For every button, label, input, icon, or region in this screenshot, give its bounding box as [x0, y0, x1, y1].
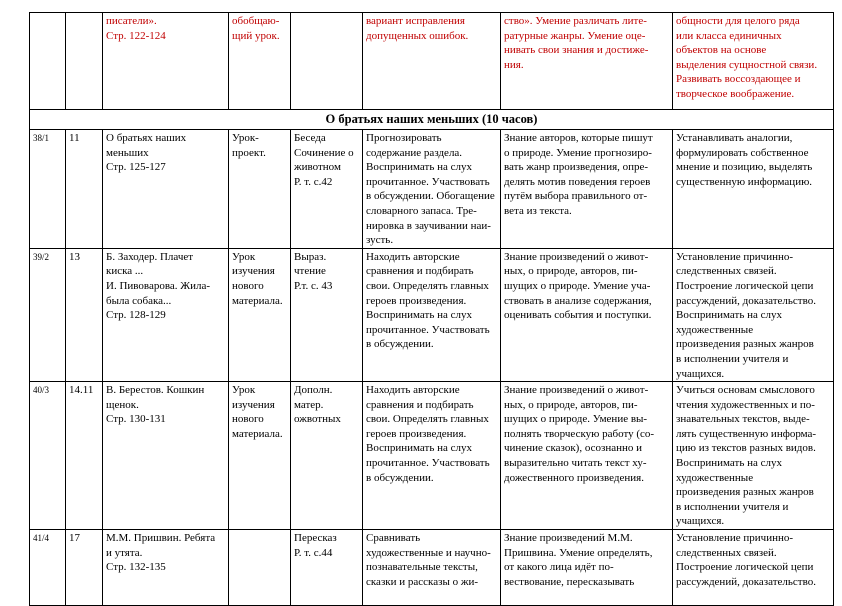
text-line: Воспринимать на слух	[676, 457, 782, 470]
text-line: Знание произведений М.М.	[504, 532, 633, 545]
text-line: прочитанное. Участвовать	[366, 323, 490, 336]
text-line: сказки и рассказы о жи-	[366, 575, 478, 588]
top-cell-8	[673, 13, 834, 110]
text-line: меньших	[106, 146, 149, 159]
meta-results-cell	[673, 382, 834, 530]
text-line: ных, о природе, авторов, пи-	[504, 398, 638, 411]
text-line: Развивать воссоздающее и	[676, 73, 801, 86]
section-title: О братьях наших меньших (10 часов)	[30, 110, 834, 130]
text-line: была собака...	[106, 294, 172, 307]
text-line: Построение логической цепи	[676, 561, 814, 574]
text-line: рассуждений, доказательство.	[676, 294, 816, 307]
lesson-row	[30, 382, 834, 530]
text-line: ных, о природе, авторов, пи-	[504, 265, 638, 278]
text-line: Установление причинно-	[676, 250, 794, 263]
activity-form-cell	[291, 382, 363, 530]
top-cell-1	[30, 13, 66, 110]
text-line: произведения разных жанров	[676, 486, 814, 499]
text-line: Стр. 122-124	[106, 29, 166, 42]
text-line: Знание произведений о живот-	[504, 250, 649, 263]
text-line: Выраз.	[294, 250, 327, 263]
text-line: писатели».	[106, 15, 157, 27]
text-line: следственных связей.	[676, 265, 777, 278]
text-line: нировка в заучивании наи-	[366, 219, 491, 232]
text-line: объектов на основе	[676, 44, 767, 57]
topic-cell	[103, 382, 229, 530]
section-header-row	[30, 110, 834, 130]
lesson-type-cell	[229, 530, 291, 606]
text-line: в обсуждении.	[366, 471, 434, 484]
lesson-row	[30, 248, 834, 381]
text-line: прочитанное. Участвовать	[366, 457, 490, 470]
text-line: Воспринимать на слух	[676, 309, 782, 322]
lesson-type-cell	[229, 130, 291, 249]
text-line: Стр. 125-127	[106, 161, 166, 174]
text-line: творческое воображение.	[676, 87, 795, 100]
text-line: Урок-	[232, 132, 259, 144]
text-line: проект.	[232, 146, 266, 159]
topic-cell	[103, 130, 229, 249]
date-cell: 11	[66, 130, 103, 249]
lesson-plan-table	[29, 12, 834, 606]
text-line: прочитанное. Участвовать	[366, 175, 490, 188]
text-line: или класса единичных	[676, 29, 782, 42]
text-line: выразительно читать текст ху-	[504, 457, 647, 470]
text-line: вествование, пересказывать	[504, 575, 635, 588]
lesson-number-cell: 41/4	[30, 530, 66, 606]
top-cell-4	[229, 13, 291, 110]
text-line: познавательные тексты,	[366, 561, 478, 574]
lesson-type-cell	[229, 248, 291, 381]
text-line: Устанавливать аналогии,	[676, 132, 793, 144]
text-line: Воспринимать на слух	[366, 309, 472, 322]
text-line: мнение и позицию, выделять	[676, 161, 813, 174]
text-line: изучения	[232, 265, 275, 278]
text-line: сравнения и подбирать	[366, 265, 474, 278]
text-line: Р.т. с. 43	[294, 279, 333, 292]
text-line: чтения художественных и по-	[676, 398, 815, 411]
subject-results-cell	[501, 130, 673, 249]
text-line: словарного запаса. Тре-	[366, 204, 477, 217]
text-line: в обсуждении. Обогащение	[366, 190, 495, 203]
text-line: Урок	[232, 250, 256, 263]
meta-results-cell	[673, 130, 834, 249]
text-line: Сочинение о	[294, 146, 354, 159]
subject-results-cell	[501, 530, 673, 606]
activity-form-cell	[291, 130, 363, 249]
text-line: О братьях наших	[106, 132, 187, 144]
topic-cell	[103, 248, 229, 381]
text-line: щенок.	[106, 398, 139, 411]
text-line: содержание раздела.	[366, 146, 463, 159]
text-line: животном	[294, 161, 341, 174]
text-line: общности для целого ряда	[676, 15, 800, 27]
top-cell-6	[363, 13, 501, 110]
text-line: учащихся.	[676, 515, 725, 528]
text-line: нового	[232, 413, 264, 426]
text-line: обобщаю-	[232, 15, 280, 27]
lesson-type-cell	[229, 382, 291, 530]
text-line: свои. Определять главных	[366, 413, 489, 426]
text-line: дожественного произведения.	[504, 471, 644, 484]
text-line: изучения	[232, 398, 275, 411]
subject-results-cell	[501, 382, 673, 530]
text-line: материала.	[232, 427, 283, 440]
text-line: материала.	[232, 294, 283, 307]
text-line: сравнения и подбирать	[366, 398, 474, 411]
top-cell-3	[103, 13, 229, 110]
text-line: Установление причинно-	[676, 532, 794, 545]
text-line: Стр. 132-135	[106, 561, 166, 574]
text-line: шущих о природе. Умение вы-	[504, 413, 648, 426]
text-line: И. Пивоварова. Жила-	[106, 279, 211, 292]
top-cell-5	[291, 13, 363, 110]
text-line: шущих о природе. Умение уча-	[504, 279, 651, 292]
text-line: в исполнении учителя и	[676, 352, 789, 365]
date-cell: 17	[66, 530, 103, 606]
text-line: выделения сущностной связи.	[676, 58, 818, 71]
text-line: вариант исправления	[366, 15, 465, 27]
lesson-number-cell: 39/2	[30, 248, 66, 381]
text-line: Беседа	[294, 132, 326, 144]
lesson-row	[30, 130, 834, 249]
text-line: учащихся.	[676, 367, 725, 380]
top-cell-7	[501, 13, 673, 110]
top-cell-2	[66, 13, 103, 110]
text-line: Учиться основам смыслового	[676, 384, 815, 397]
text-line: Находить авторские	[366, 384, 460, 397]
text-line: и утята.	[106, 546, 143, 559]
text-line: в обсуждении.	[366, 338, 434, 351]
lesson-number-cell: 40/3	[30, 382, 66, 530]
text-line: Пришвина. Умение определять,	[504, 546, 653, 559]
meta-results-cell	[673, 248, 834, 381]
text-line: художественные и научно-	[366, 546, 491, 559]
lesson-number-cell: 38/1	[30, 130, 66, 249]
text-line: оценивать события и поступки.	[504, 309, 652, 322]
activity-form-cell	[291, 530, 363, 606]
text-line: путём выбора правильного от-	[504, 190, 648, 203]
text-line: Воспринимать на слух	[366, 442, 472, 455]
text-line: произведения разных жанров	[676, 338, 814, 351]
text-line: ратурные жанры. Умение оце-	[504, 29, 646, 42]
text-line: цию из текстов разных видов.	[676, 442, 816, 455]
text-line: чтение	[294, 265, 326, 278]
activity-content-cell	[363, 382, 501, 530]
text-line: допущенных ошибок.	[366, 29, 469, 42]
text-line: Урок	[232, 384, 256, 397]
text-line: Знание авторов, которые пишут	[504, 132, 653, 144]
lesson-row	[30, 530, 834, 606]
text-line: Пересказ	[294, 532, 337, 545]
text-line: ствовать в анализе содержания,	[504, 294, 652, 307]
text-line: Р. т. с.42	[294, 175, 333, 188]
text-line: художественные	[676, 323, 754, 336]
text-line: существенную информацию.	[676, 175, 813, 188]
text-line: киска ...	[106, 265, 144, 278]
text-line: Построение логической цепи	[676, 279, 814, 292]
text-line: Дополн.	[294, 384, 333, 397]
text-line: чинение сказок), осознанно и	[504, 442, 643, 455]
text-line: художественные	[676, 471, 754, 484]
text-line: свои. Определять главных	[366, 279, 489, 292]
text-line: Знание произведений о живот-	[504, 384, 649, 397]
subject-results-cell	[501, 248, 673, 381]
activity-content-cell	[363, 248, 501, 381]
text-line: М.М. Пришвин. Ребята	[106, 532, 216, 545]
text-line: героев произведения.	[366, 294, 467, 307]
text-line: вать жанр произведения, опре-	[504, 161, 649, 174]
text-line: нового	[232, 279, 264, 292]
text-line: следственных связей.	[676, 546, 777, 559]
text-line: матер.	[294, 398, 324, 411]
text-line: зусть.	[366, 234, 394, 247]
text-line: вета из текста.	[504, 204, 572, 217]
text-line: делять мотив поведения героев	[504, 175, 651, 188]
text-line: Стр. 130-131	[106, 413, 166, 426]
text-line: от какого лица идёт по-	[504, 561, 614, 574]
text-line: ство». Умение различать лите-	[504, 15, 647, 27]
text-line: ожвотных	[294, 413, 341, 426]
date-cell: 14.11	[66, 382, 103, 530]
topic-cell	[103, 530, 229, 606]
text-line: лять существенную информа-	[676, 427, 817, 440]
text-line: в исполнении учителя и	[676, 500, 789, 513]
text-line: рассуждений, доказательство.	[676, 575, 816, 588]
text-line: щий урок.	[232, 29, 280, 42]
text-line: Стр. 128-129	[106, 309, 166, 322]
text-line: Находить авторские	[366, 250, 460, 263]
text-line: о природе. Умение прогнозиро-	[504, 146, 652, 159]
activity-content-cell	[363, 130, 501, 249]
text-line: формулировать собственное	[676, 146, 809, 159]
text-line: ния.	[504, 58, 524, 71]
top-row	[30, 13, 834, 110]
activity-form-cell	[291, 248, 363, 381]
text-line: героев произведения.	[366, 427, 467, 440]
text-line: Б. Заходер. Плачет	[106, 250, 194, 263]
text-line: знавательных текстов, выде-	[676, 413, 810, 426]
activity-content-cell	[363, 530, 501, 606]
date-cell: 13	[66, 248, 103, 381]
text-line: Прогнозировать	[366, 132, 442, 144]
text-line: Сравнивать	[366, 532, 421, 545]
meta-results-cell	[673, 530, 834, 606]
text-line: В. Берестов. Кошкин	[106, 384, 205, 397]
text-line: нивать свои знания и достиже-	[504, 44, 649, 57]
text-line: Воспринимать на слух	[366, 161, 472, 174]
text-line: полнять творческую работу (со-	[504, 427, 655, 440]
text-line: Р. т. с.44	[294, 546, 333, 559]
